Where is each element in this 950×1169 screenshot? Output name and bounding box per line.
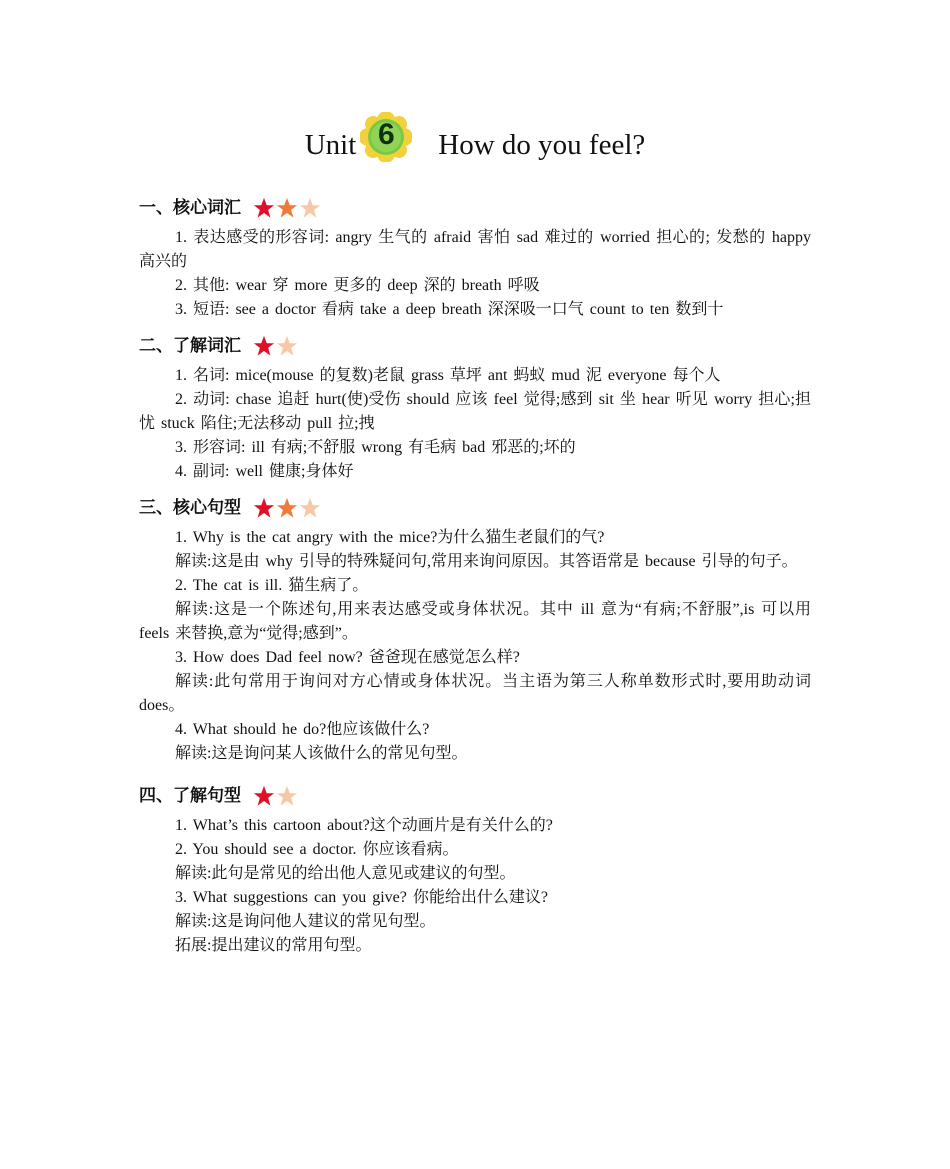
section-heading-core-sentences: 三、核心句型 — [139, 490, 811, 526]
rating-stars — [253, 197, 321, 219]
unit-number: 6 — [377, 118, 395, 151]
sentence-line: 1. What’s this cartoon about?这个动画片是有关什么的? — [175, 817, 553, 834]
section-body-extra-sentences — [139, 814, 811, 958]
star-full-icon — [276, 497, 298, 519]
vocab-line: 1. 名词: mice(mouse 的复数)老鼠 grass 草坪 ant 蚂蚁 mud 泥 everyone 每个人 — [175, 367, 721, 384]
star-full-icon — [253, 335, 275, 357]
star-full-icon — [253, 785, 275, 807]
vocab-line: 3. 短语: see a doctor 看病 take a deep breath 深深吸一口气 count to ten 数到十 — [175, 301, 724, 318]
explanation-line: 解读:这是询问他人建议的常见句型。 — [175, 913, 436, 930]
sentence-line: 3. What suggestions can you give? 你能给出什么建议? — [175, 889, 548, 906]
page-title — [0, 108, 950, 182]
section-body-core-sentences — [139, 526, 811, 766]
rating-stars — [253, 335, 298, 357]
vocab-line: 2. 动词: chase 追赶 hurt(使)受伤 should 应该 feel 觉得;感到 sit 坐 hear 听见 worry 担心;担忧 stuck 陷住;无法移动 pull 拉;拽 — [139, 391, 811, 432]
unit-number-badge — [360, 112, 412, 162]
explanation-line: 解读:此句是常见的给出他人意见或建议的句型。 — [175, 865, 516, 882]
section-heading-extra-sentences: 四、了解句型 — [139, 778, 811, 814]
rating-stars — [253, 497, 321, 519]
sentence-line: 4. What should he do?他应该做什么? — [175, 721, 430, 738]
sentence-line: 2. You should see a doctor. 你应该看病。 — [175, 841, 459, 858]
explanation-line: 解读:这是询问某人该做什么的常见句型。 — [175, 745, 468, 762]
explanation-line: 解读:这是一个陈述句,用来表达感受或身体状况。其中 ill 意为“有病;不舒服”,is 可以用 feels 来替换,意为“觉得;感到”。 — [139, 601, 811, 642]
star-half-icon — [276, 785, 298, 807]
section-heading-extra-vocab: 二、了解词汇 — [139, 328, 811, 364]
vocab-line: 3. 形容词: ill 有病;不舒服 wrong 有毛病 bad 邪恶的;坏的 — [175, 439, 576, 456]
star-full-icon — [276, 197, 298, 219]
vocab-line: 1. 表达感受的形容词: angry 生气的 afraid 害怕 sad 难过的 worried 担心的; 发愁的 happy 高兴的 — [139, 229, 811, 270]
explanation-line: 解读:此句常用于询问对方心情或身体状况。当主语为第三人称单数形式时,要用助动词 does。 — [139, 673, 811, 714]
section-heading-core-vocab: 一、核心词汇 — [139, 190, 811, 226]
extension-line: 拓展:提出建议的常用句型。 — [175, 937, 372, 954]
star-full-icon — [253, 497, 275, 519]
title-text: How do you feel? — [438, 129, 646, 161]
rating-stars — [253, 785, 298, 807]
sentence-line: 2. The cat is ill. 猫生病了。 — [175, 577, 369, 594]
section-body-extra-vocab — [139, 364, 811, 484]
sentence-line: 1. Why is the cat angry with the mice?为什么猫生老鼠们的气? — [175, 529, 605, 546]
content — [139, 190, 811, 960]
star-half-icon — [299, 197, 321, 219]
vocab-line: 4. 副词: well 健康;身体好 — [175, 463, 354, 480]
explanation-line: 解读:这是由 why 引导的特殊疑问句,常用来询问原因。其答语常是 because 引导的句子。 — [175, 553, 798, 570]
section-body-core-vocab — [139, 226, 811, 322]
star-full-icon — [253, 197, 275, 219]
title-unit-prefix: Unit — [304, 129, 357, 161]
vocab-line: 2. 其他: wear 穿 more 更多的 deep 深的 breath 呼吸 — [175, 277, 540, 294]
star-half-icon — [276, 335, 298, 357]
sentence-line: 3. How does Dad feel now? 爸爸现在感觉怎么样? — [175, 649, 520, 666]
star-half-icon — [299, 497, 321, 519]
